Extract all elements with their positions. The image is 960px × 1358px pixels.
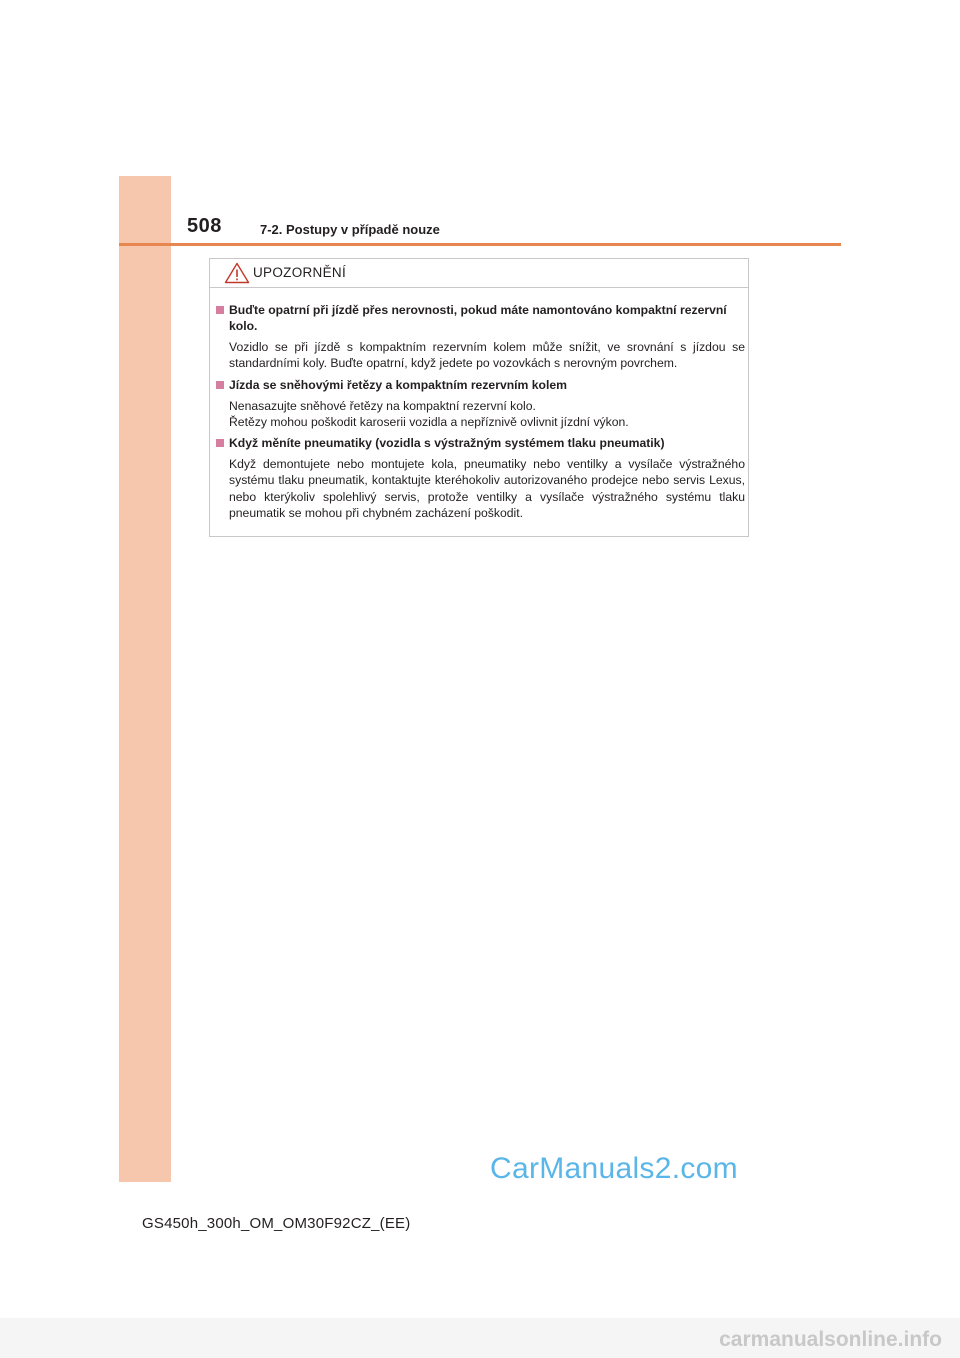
item-text-line: Řetězy mohou poškodit karoserii vozidla a nepříznivě ovlivnit jízdní výkon. xyxy=(229,414,629,429)
item-heading xyxy=(215,435,745,451)
side-tab-band xyxy=(119,176,171,1182)
item-heading-text: Když měníte pneumatiky (vozidla s výstražným systémem tlaku pneumatik) xyxy=(229,436,665,451)
item-text xyxy=(215,339,745,372)
watermark-carmanuals2[interactable]: CarManuals2.com xyxy=(490,1152,738,1185)
square-bullet-icon xyxy=(216,439,224,447)
item-heading-text: Jízda se sněhovými řetězy a kompaktním rezervním kolem xyxy=(229,377,568,392)
item-heading-text: Buďte opatrní při jízdě přes nerovnosti, pokud máte namontováno kompaktní rezervní kolo. xyxy=(229,303,727,333)
warning-item-compact-spare-bumps xyxy=(215,302,745,372)
document-code: GS450h_300h_OM_OM30F92CZ_(EE) xyxy=(142,1215,411,1232)
item-text xyxy=(215,456,745,521)
warning-item-changing-tires xyxy=(215,435,745,521)
warning-triangle-icon xyxy=(224,262,250,284)
item-text xyxy=(215,398,745,431)
watermark-footer-bar xyxy=(0,1318,960,1358)
warning-item-snow-chains xyxy=(215,377,745,431)
square-bullet-icon xyxy=(216,381,224,389)
warning-label: UPOZORNĚNÍ xyxy=(253,265,347,280)
watermark-carmanualsonline[interactable]: carmanualsonline.info xyxy=(719,1328,942,1351)
item-text-line: Vozidlo se při jízdě s kompaktním rezervním kolem může snížit, ve srovnání s jízdou se standardními koly. Buďte opatrní, když jedete po vozovkách s nerovným povrchem. xyxy=(229,340,745,371)
page-number: 508 xyxy=(187,215,222,237)
section-title: 7-2. Postupy v případě nouze xyxy=(260,222,440,237)
header-divider xyxy=(119,243,841,246)
item-text-line: Když demontujete nebo montujete kola, pneumatiky nebo ventilky a vysílače výstražného systému tlaku pneumatik, kontaktujte kteréhokoliv autorizovaného prodejce nebo servis Lexus, nebo kterýkoliv spolehlivý servis, protože ventilky a vysílače výstražného systému tlaku pneumatik se mohou při chybném zacházení poškodit. xyxy=(229,457,745,521)
item-heading xyxy=(215,302,745,334)
warning-header xyxy=(210,259,748,288)
warning-box xyxy=(209,258,749,537)
square-bullet-icon xyxy=(216,306,224,314)
item-text-line: Nenasazujte sněhové řetězy na kompaktní rezervní kolo. xyxy=(229,398,536,413)
item-heading xyxy=(215,377,745,393)
warning-body xyxy=(215,302,745,526)
